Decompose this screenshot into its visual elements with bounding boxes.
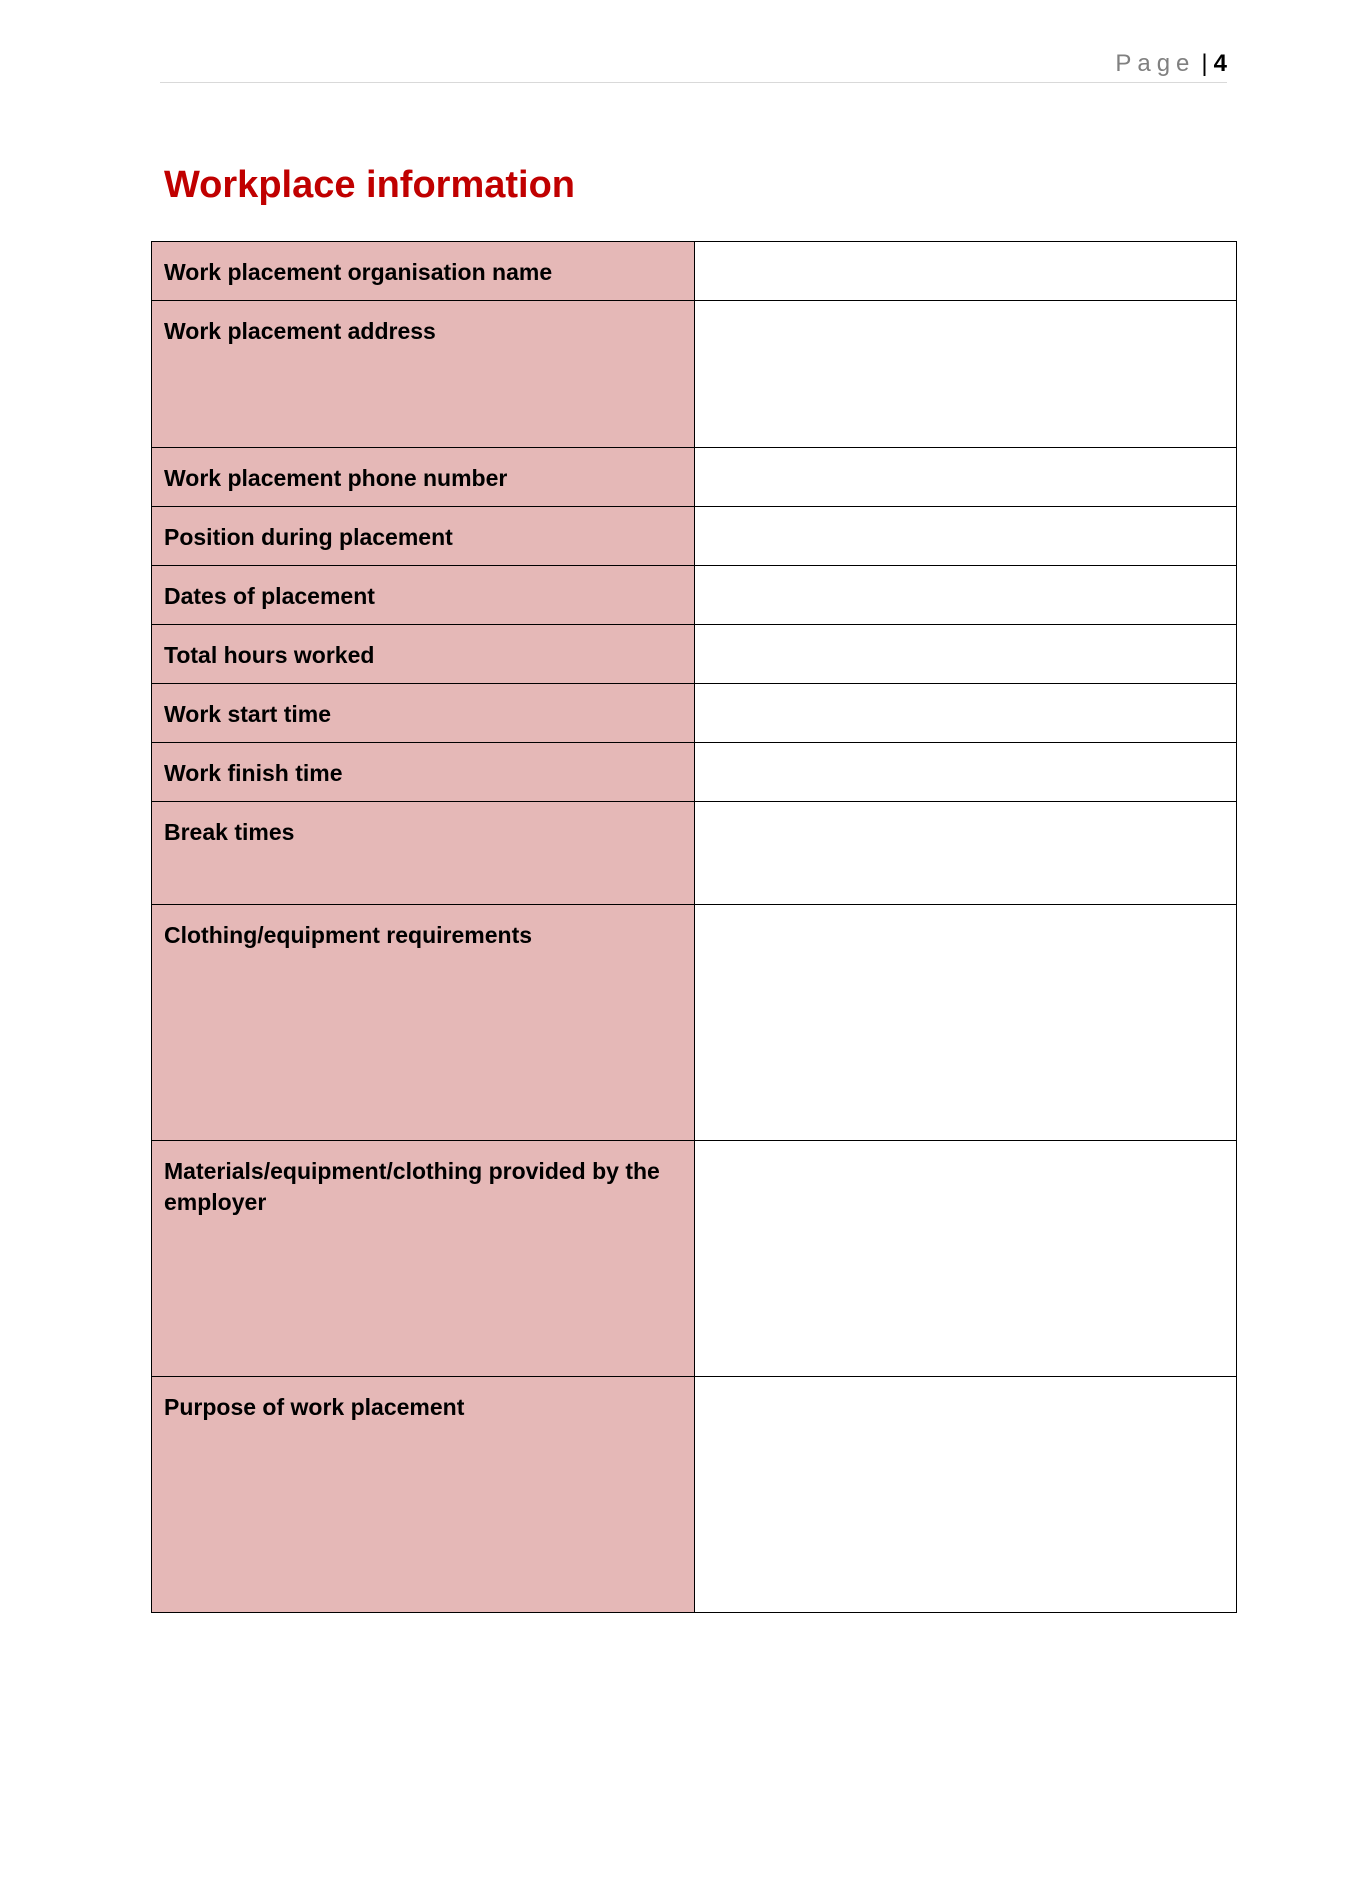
page-header (160, 46, 1227, 83)
table-row (152, 242, 1237, 301)
row-label: Total hours worked (152, 625, 695, 684)
workplace-info-table (151, 241, 1237, 1613)
row-label: Work finish time (152, 743, 695, 802)
organisation-name-field[interactable] (695, 242, 1237, 301)
page-word: Page (1115, 50, 1196, 77)
row-label: Position during placement (152, 507, 695, 566)
table-row (152, 507, 1237, 566)
row-label: Work placement address (152, 301, 695, 448)
row-label: Break times (152, 802, 695, 905)
dates-field[interactable] (695, 566, 1237, 625)
page-number (1115, 50, 1227, 78)
table-row (152, 743, 1237, 802)
page-digit: 4 (1213, 50, 1227, 77)
clothing-requirements-field[interactable] (695, 905, 1237, 1141)
row-label: Materials/equipment/clothing provided by the employer (152, 1141, 695, 1377)
table-row (152, 301, 1237, 448)
table-row (152, 566, 1237, 625)
row-label: Work start time (152, 684, 695, 743)
row-label: Clothing/equipment requirements (152, 905, 695, 1141)
address-field[interactable] (695, 301, 1237, 448)
table-row (152, 684, 1237, 743)
position-field[interactable] (695, 507, 1237, 566)
row-label: Dates of placement (152, 566, 695, 625)
table-row (152, 448, 1237, 507)
total-hours-field[interactable] (695, 625, 1237, 684)
purpose-field[interactable] (695, 1377, 1237, 1613)
finish-time-field[interactable] (695, 743, 1237, 802)
page-separator: | (1201, 50, 1208, 77)
phone-number-field[interactable] (695, 448, 1237, 507)
start-time-field[interactable] (695, 684, 1237, 743)
row-label: Work placement organisation name (152, 242, 695, 301)
section-title: Workplace information (164, 164, 576, 206)
materials-provided-field[interactable] (695, 1141, 1237, 1377)
table-row (152, 905, 1237, 1141)
row-label: Purpose of work placement (152, 1377, 695, 1613)
break-times-field[interactable] (695, 802, 1237, 905)
table-row (152, 802, 1237, 905)
row-label: Work placement phone number (152, 448, 695, 507)
table-row (152, 625, 1237, 684)
table-row (152, 1377, 1237, 1613)
table-row (152, 1141, 1237, 1377)
